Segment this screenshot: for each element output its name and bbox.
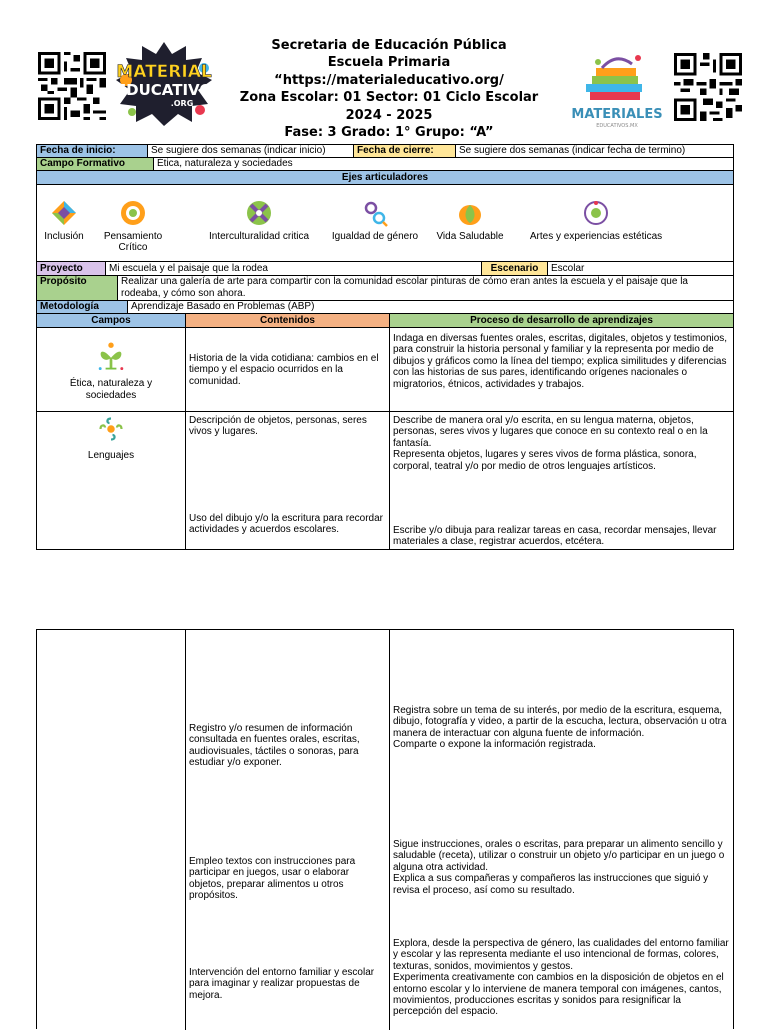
escenario-label: Escenario <box>481 262 547 275</box>
header-line-1: Secretaria de Educación Pública <box>271 38 507 53</box>
contenido-2: Descripción de objetos, personas, seres vivos y lugares. <box>189 415 367 438</box>
etica-campo-icon <box>93 338 129 374</box>
metodologia-label: Metodología <box>37 301 127 313</box>
materiales-educativos-logo <box>562 48 672 130</box>
contenido-4: Registro y/o resumen de información consultada en fuentes orales, escritas, audiovisuales, táctiles o sonoras, para estudiar y/o exponer. <box>189 723 360 769</box>
ejes-icons-row <box>37 185 733 262</box>
logo-left-text-1: MATERIAL <box>116 62 212 82</box>
proposito-row <box>37 276 733 301</box>
fecha-inicio-value: Se sugiere dos semanas (indicar inicio) <box>147 145 353 157</box>
eje-inclusion <box>39 199 89 242</box>
header-campos: Campos <box>37 314 185 327</box>
qr-code-right <box>674 53 742 121</box>
escenario-value: Escolar <box>547 262 733 275</box>
fecha-cierre-value: Se sugiere dos semanas (indicar fecha de termino) <box>455 145 733 157</box>
material-educativo-logo <box>112 40 216 128</box>
artes-icon <box>582 199 610 227</box>
campo-formativo-label: Campo Formativo <box>37 158 153 170</box>
qr-code-left <box>38 52 106 120</box>
proposito-value: Realizar una galería de arte para compartir con la comunidad escolar pinturas de cómo eran antes la escuela y el paisaje que la rodeaba, y cómo son ahora. <box>117 276 733 300</box>
logo-right-text-1: MATERIALES <box>571 107 663 122</box>
lenguajes-campo-icon <box>96 414 126 444</box>
eje-pensamiento-critico <box>95 199 171 253</box>
document-header <box>0 0 768 140</box>
header-proceso: Proceso de desarrollo de aprendizajes <box>389 314 733 327</box>
proceso-2: Describe de manera oral y/o escrita, en su lengua materna, objetos, personas, seres vivos y lugares que conoce en su contexto real o en la fantasía. Representa objetos, lugares y seres vivos de forma plástica, sonora, corporal, teatral y/o por medio de otros lenguajes artísticos. <box>393 415 708 472</box>
campo-etica-label: Ética, naturaleza y sociedades <box>69 378 153 401</box>
contenido-3: Uso del dibujo y/o la escritura para recordar actividades y acuerdos escolares. <box>189 513 383 536</box>
eje-vida-saludable <box>431 199 509 242</box>
planning-sheet-page-2 <box>36 629 734 1029</box>
proceso-5: Sigue instrucciones, orales o escritas, para preparar un alimento sencillo y saludable (receta), utilizar o construir un objeto y/o participar en un juego o alguna otra actividad. Explica a sus compañeras y compañeros las instrucciones que siguió y revisa el proceso, así como su resultado. <box>393 839 725 896</box>
header-titles <box>222 37 556 141</box>
campo-formativo-row <box>37 158 733 171</box>
metodologia-row <box>37 301 733 314</box>
header-contenidos: Contenidos <box>185 314 389 327</box>
proceso-1: Indaga en diversas fuentes orales, escritas, digitales, objetos y testimonios, para construir la historia personal y familiar y la representa por medio de dibujos y gráficos como la línea del tiempo; explica similitudes y diferencias con las historias de sus pares, identificando orígenes nacionales o migratorios, étnicos, actividades y trabajos. <box>393 333 728 390</box>
eje-label-pensamiento-critico: Pensamiento Crítico <box>103 231 163 253</box>
header-line-5: 2024 - 2025 <box>345 107 433 123</box>
campo-lenguajes-label: Lenguajes <box>87 450 135 461</box>
fecha-cierre-label: Fecha de cierre: <box>353 145 455 157</box>
proposito-label: Propósito <box>37 276 117 300</box>
eje-artes <box>521 199 671 242</box>
proyecto-row <box>37 262 733 276</box>
eje-label-interculturalidad: Interculturalidad critica <box>208 231 310 242</box>
metodologia-value: Aprendizaje Basado en Problemas (ABP) <box>127 301 733 313</box>
table-header-row <box>37 314 733 328</box>
inclusion-icon <box>50 199 78 227</box>
logo-left-text-3: .ORG <box>170 99 194 108</box>
campo-formativo-value: Ética, naturaleza y sociedades <box>153 158 733 170</box>
contenido-6: Intervención del entorno familiar y escolar para imaginar y realizar propuestas de mejora. <box>189 967 375 1001</box>
header-line-3: “https://materialeducativo.org/ <box>274 72 504 88</box>
contenido-1: Historia de la vida cotidiana: cambios en el tiempo y el espacio ocurridos en la comunidad. <box>189 353 379 387</box>
proceso-6: Explora, desde la perspectiva de género, las cualidades del entorno familiar y escolar y las representa mediante el uso intencional de formas, colores, texturas, sonidos, movimientos y gestos. Experimenta creativamente con cambios en la disposición de objetos en el entorno escolar y lo interviene de manera temporal con imágenes, cantos, movimientos, producciones escritas y sonidos para resignificar la percepción del espacio. <box>393 938 729 1018</box>
campo-etica-cell <box>37 328 185 412</box>
pensamiento-critico-icon <box>119 199 147 227</box>
proceso-3: Escribe y/o dibuja para realizar tareas en casa, recordar mensajes, llevar materiales a clase, registrar acuerdos, etcétera. <box>393 525 717 548</box>
eje-label-igualdad-genero: Igualdad de género <box>331 231 419 242</box>
eje-label-inclusion: Inclusión <box>44 231 84 242</box>
proyecto-value: Mi escuela y el paisaje que la rodea <box>105 262 481 275</box>
eje-igualdad-genero <box>327 199 423 242</box>
proceso-4: Registra sobre un tema de su interés, por medio de la escritura, esquema, dibujo, fotografía y video, a partir de la escucha, lectura, observación u otra manera de interactuar con alguna fuente de información. Comparte o expone la información registrada. <box>393 705 727 751</box>
planning-sheet-page-1 <box>36 144 734 550</box>
eje-label-artes: Artes y experiencias estéticas <box>529 231 663 242</box>
eje-interculturalidad <box>205 199 313 242</box>
ejes-title: Ejes articuladores <box>341 172 429 183</box>
dates-row <box>37 145 733 158</box>
vida-saludable-icon <box>456 199 484 227</box>
header-line-6: Fase: 3 Grado: 1° Grupo: “A” <box>284 125 494 141</box>
contenido-5: Empleo textos con instrucciones para participar en juegos, usar o elaborar objetos, preparar alimentos u otros propósitos. <box>189 856 356 902</box>
eje-label-vida-saludable: Vida Saludable <box>436 231 504 242</box>
interculturalidad-icon <box>245 199 273 227</box>
proyecto-label: Proyecto <box>37 262 105 275</box>
ejes-title-row <box>37 171 733 185</box>
header-line-4: Zona Escolar: 01 Sector: 01 Ciclo Escolar <box>239 90 539 106</box>
fecha-inicio-label: Fecha de inicio: <box>37 145 147 157</box>
logo-left-text-2: EDUCATIVO <box>115 81 213 99</box>
igualdad-genero-icon <box>361 199 389 227</box>
campo-lenguajes-cell <box>37 412 185 549</box>
header-line-2: Escuela Primaria <box>327 55 451 71</box>
logo-right-text-2: EDUCATIVOS.MX <box>596 123 638 129</box>
